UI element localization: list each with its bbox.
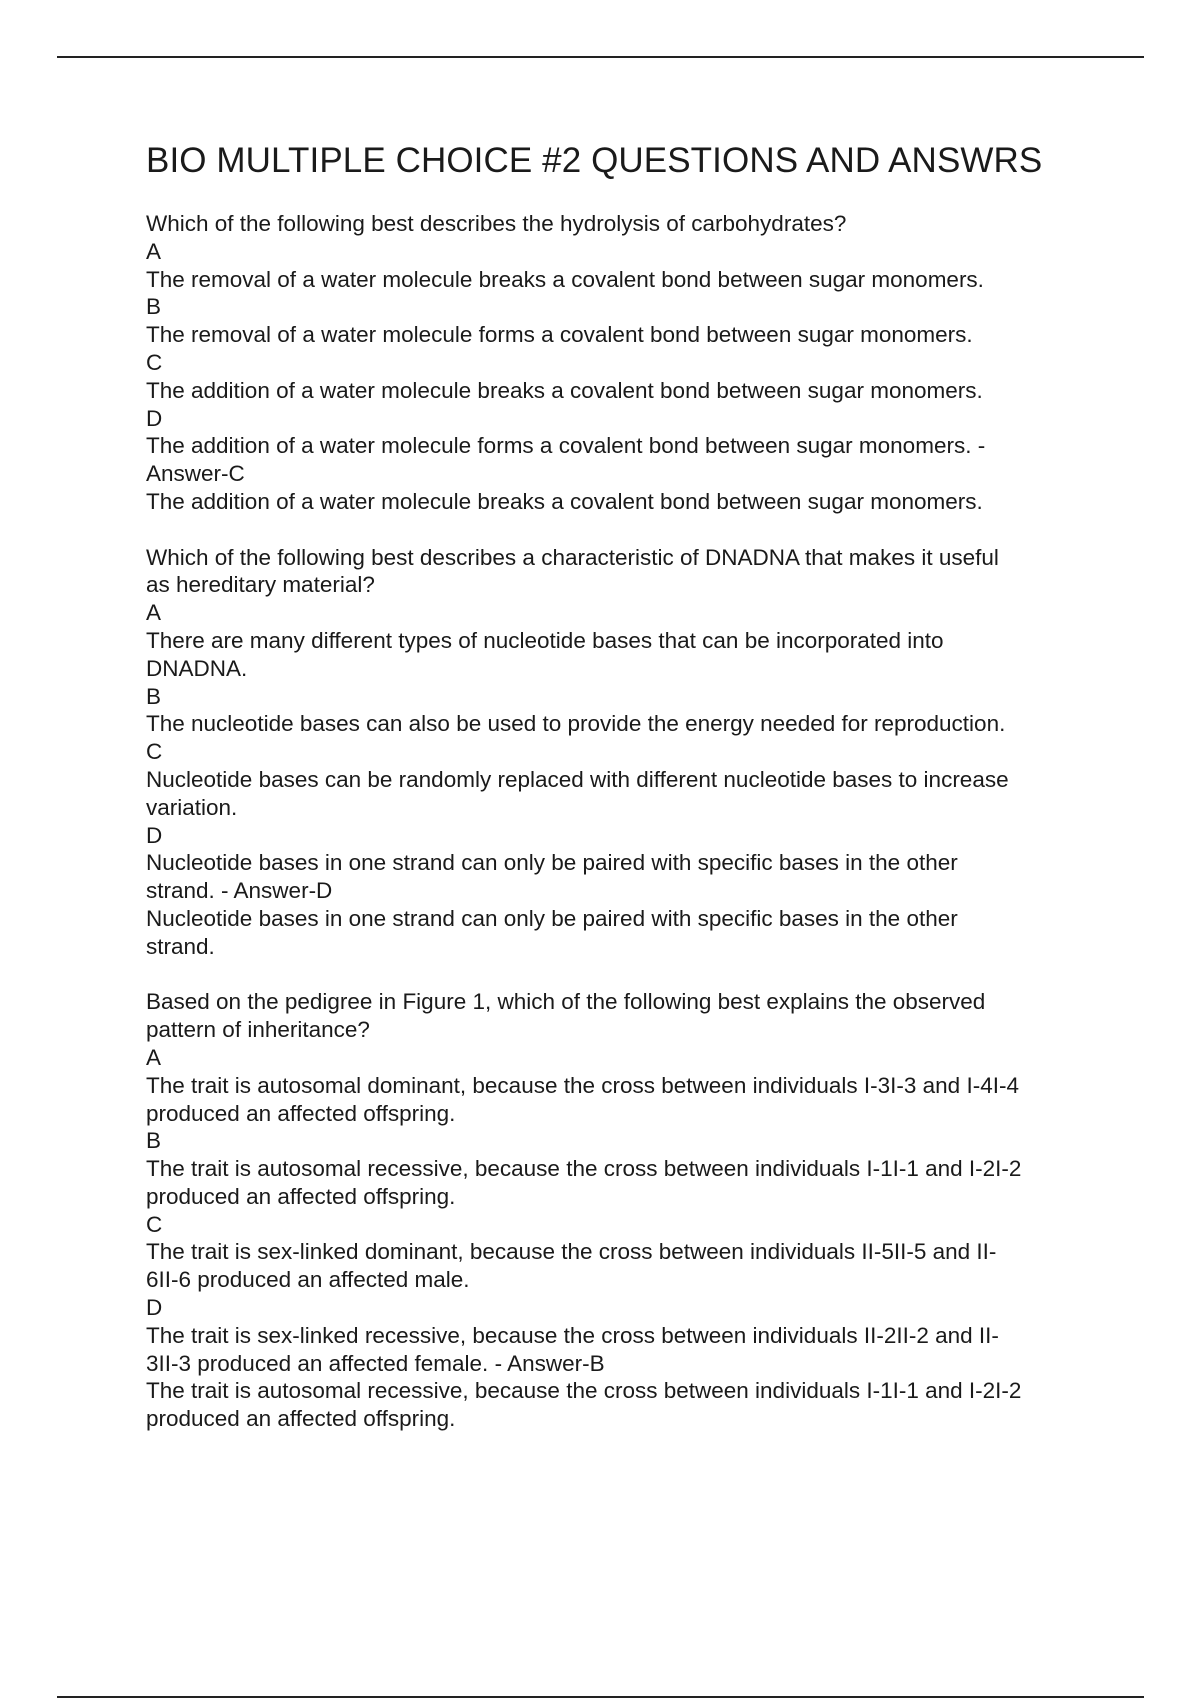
question-text-line: B <box>146 683 162 709</box>
question-text-line: The addition of a water molecule breaks a covalent bond between sugar monomers. <box>146 377 983 403</box>
question-text-line: Answer-C <box>146 461 245 487</box>
question-text-line: Which of the following best describes a characteristic of DNADNA that makes it useful <box>146 544 999 570</box>
questions-list <box>146 210 1106 1433</box>
question-text-line: The trait is autosomal recessive, because the cross between individuals I-1I-1 and I-2I-2 <box>146 1156 1022 1182</box>
question-text-line: C <box>146 1211 163 1237</box>
question-text-line: as hereditary material? <box>146 572 375 598</box>
question-text-line: D <box>146 1295 163 1321</box>
question-text-line: The addition of a water molecule forms a covalent bond between sugar monomers. - <box>146 433 986 459</box>
document-page <box>146 140 1106 1461</box>
question-text-line: The trait is sex-linked dominant, because the cross between individuals II-5II-5 and II- <box>146 1239 997 1265</box>
question-text-line: Nucleotide bases can be randomly replaced with different nucleotide bases to increase <box>146 766 1009 792</box>
question-text-line: strand. - Answer-D <box>146 878 333 904</box>
question-text-line: pattern of inheritance? <box>146 1017 370 1043</box>
question-text-line: C <box>146 739 163 765</box>
question-text-line: The trait is sex-linked recessive, because the cross between individuals II-2II-2 and II- <box>146 1322 999 1348</box>
question-text-line: The trait is autosomal dominant, because the cross between individuals I-3I-3 and I-4I-4 <box>146 1072 1019 1098</box>
question-text-line: There are many different types of nucleotide bases that can be incorporated into <box>146 627 944 653</box>
question-text-line: produced an affected offspring. <box>146 1183 456 1209</box>
question-text-line: A <box>146 1044 162 1070</box>
question-text-line: Nucleotide bases in one strand can only be paired with specific bases in the other <box>146 905 958 931</box>
question-text-line: produced an affected offspring. <box>146 1100 456 1126</box>
question-text-line: Which of the following best describes the hydrolysis of carbohydrates? <box>146 211 847 236</box>
question-block <box>146 988 1106 1433</box>
top-rule <box>57 56 1144 58</box>
question-text-line: The trait is autosomal recessive, because the cross between individuals I-1I-1 and I-2I-2 <box>146 1378 1022 1404</box>
document-title: BIO MULTIPLE CHOICE #2 QUESTIONS AND ANSWRS <box>146 141 1043 180</box>
question-text-line: A <box>146 238 162 264</box>
question-text-line: variation. <box>146 794 238 820</box>
question-text-line: DNADNA. <box>146 655 248 681</box>
question-text-line: D <box>146 822 163 848</box>
question-text-line: A <box>146 600 162 626</box>
question-text-line: C <box>146 349 163 375</box>
question-text-line: D <box>146 405 163 431</box>
question-block <box>146 544 1106 961</box>
question-text-line: The addition of a water molecule breaks a covalent bond between sugar monomers. <box>146 488 983 514</box>
bottom-rule <box>57 1696 1144 1698</box>
question-text-line: B <box>146 1128 162 1154</box>
question-block <box>146 210 1106 516</box>
question-text-line: The removal of a water molecule forms a covalent bond between sugar monomers. <box>146 322 973 348</box>
question-text-line: B <box>146 294 162 320</box>
question-text-line: Based on the pedigree in Figure 1, which of the following best explains the observed <box>146 989 986 1015</box>
question-text-line: The removal of a water molecule breaks a covalent bond between sugar monomers. <box>146 266 984 292</box>
question-text-line: strand. <box>146 933 215 959</box>
question-text-line: 3II-3 produced an affected female. - Answer-B <box>146 1350 605 1376</box>
question-text-line: The nucleotide bases can also be used to provide the energy needed for reproduction. <box>146 711 1006 737</box>
question-text-line: 6II-6 produced an affected male. <box>146 1267 470 1293</box>
question-text-line: produced an affected offspring. <box>146 1406 456 1432</box>
question-text-line: Nucleotide bases in one strand can only be paired with specific bases in the other <box>146 850 958 876</box>
